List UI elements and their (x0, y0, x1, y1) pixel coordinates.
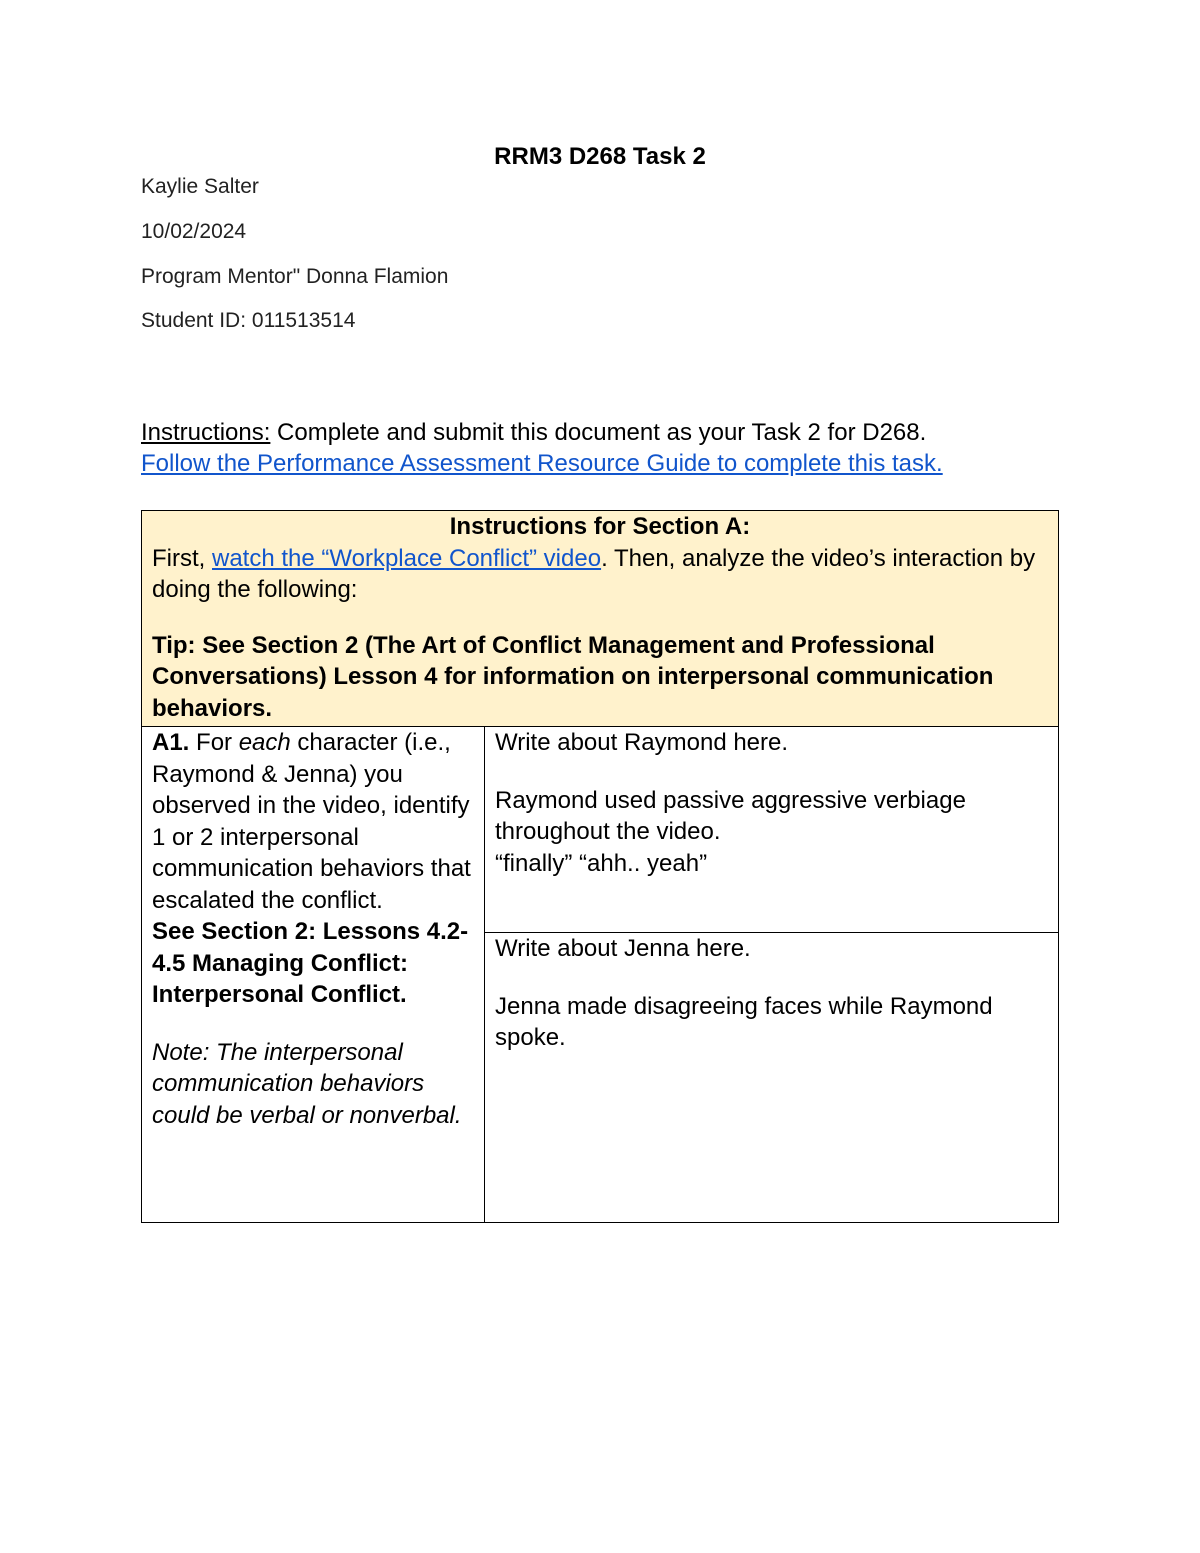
program-mentor: Program Mentor" Donna Flamion (141, 265, 449, 288)
instructions-text: Complete and submit this document as your Task 2 for D268. (270, 419, 927, 446)
a1-note (152, 1037, 474, 1132)
author-name: Kaylie Salter (141, 175, 259, 198)
section-a-intro (152, 543, 1048, 606)
a1-text-before: For (189, 729, 239, 756)
intro-suffix: . Then, analyze the video’s interaction by doing the following: (152, 544, 1036, 603)
document-title: RRM3 D268 Task 2 (494, 143, 706, 170)
student-id: Student ID: 011513514 (141, 309, 356, 332)
instructions-block (141, 417, 1041, 479)
section-a-title: Instructions for Section A: (449, 513, 751, 540)
tip-text: Tip: See Section 2 (The Art of Conflict Management and Professional Conversations) Lesson 4 for information on interpersonal communication behaviors. (152, 631, 994, 722)
a1-question (152, 727, 474, 916)
resource-guide-link[interactable]: Follow the Performance Assessment Resource Guide to complete this task. (141, 450, 943, 477)
section-a-tip (152, 630, 1048, 725)
raymond-prompt: Write about Raymond here. (495, 729, 789, 756)
section-a-table (141, 510, 1059, 1223)
raymond-quotes: “finally” “ahh.. yeah” (495, 849, 708, 877)
jenna-answer-cell[interactable] (485, 933, 1059, 1223)
section-a-header (142, 511, 1059, 727)
raymond-answer: Raymond used passive aggressive verbiage throughout the video. (495, 786, 966, 845)
jenna-answer: Jenna made disagreeing faces while Raymond spoke. (495, 992, 993, 1051)
intro-prefix: First, (152, 544, 212, 572)
instructions-label: Instructions: (141, 419, 271, 446)
workplace-conflict-video-link[interactable]: watch the “Workplace Conflict” video (212, 544, 602, 572)
a1-each-word: each (238, 729, 291, 756)
a1-text-after: character (i.e., Raymond & Jenna) you observed in the video, identify 1 or 2 interpersonal communication behaviors that escalated the conflict. (152, 729, 471, 914)
jenna-prompt: Write about Jenna here. (495, 935, 751, 962)
a1-reference-text: See Section 2: Lessons 4.2-4.5 Managing Conflict: Interpersonal Conflict. (152, 918, 469, 1008)
a1-reference (152, 916, 474, 1011)
a1-prompt-cell (142, 727, 485, 1223)
raymond-answer-cell[interactable] (485, 727, 1059, 933)
submission-date: 10/02/2024 (141, 220, 247, 243)
a1-label: A1. (152, 729, 190, 756)
a1-note-text: Note: The interpersonal communication behaviors could be verbal or nonverbal. (152, 1038, 462, 1129)
